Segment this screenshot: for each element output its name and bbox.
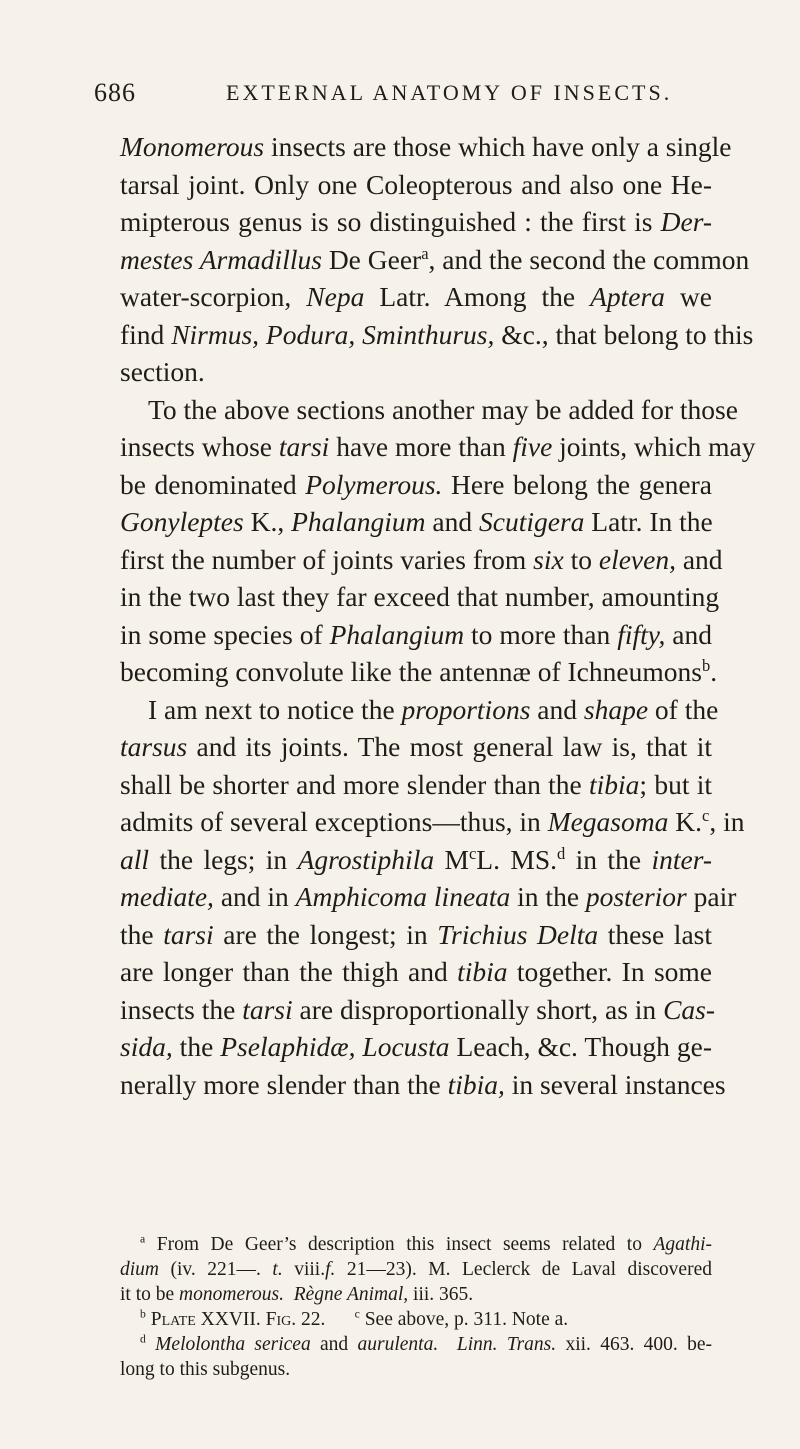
text-line: sida, the Pselaphidæ, Locusta Leach, &c. Though ge- (120, 1031, 712, 1062)
text-line: all the legs; in Agrostiphila $M^cL$. MS.$^d$ in the inter- (120, 843, 712, 875)
text-line: be denominated Polymerous. Here belong the genera (120, 468, 712, 500)
text-line: are longer than the thigh and tibia together. In some (120, 956, 712, 987)
text-line: I am next to notice the proportions and shape of the (148, 693, 719, 725)
text-line: becoming convolute like the antennæ of Ichneumons$^b$. (120, 655, 718, 687)
text-line: section. (120, 356, 205, 387)
footnote-d-cont: long to this subgenus. (120, 1359, 291, 1380)
running-title: EXTERNAL ANATOMY OF INSECTS. (226, 80, 673, 105)
text-line: insects the tarsi are disproportionally short, as in Cas- (120, 993, 716, 1025)
footnote-ref: b (701, 655, 711, 675)
footnote-a-cont: it to be monomerous. Règne Animal, iii. 365. (120, 1284, 474, 1305)
text-line: mipterous genus is so distinguished : the first is Der- (120, 206, 712, 237)
text-line: mediate, and in Amphicoma lineata in the posterior pair (120, 881, 737, 912)
footnote-b-c: $^b$ Plate XXVII. Fig. 22. $^c$ See above, p. 311. Note a. (140, 1307, 569, 1330)
footnotes (120, 1232, 712, 1382)
page-header (94, 78, 714, 118)
text-line: admits of several exceptions—thus, in Megasoma K.$^c$, in (120, 805, 745, 837)
text-line: Gonyleptes K., Phalangium and Scutigera Latr. In the (120, 506, 713, 537)
text-line: insects whose tarsi have more than five joints, which may (120, 431, 756, 462)
text-line: in some species of Phalangium to more than fifty, and (120, 618, 712, 650)
page-number: 686 (94, 78, 136, 107)
footnote-a: $^a$ From De Geer’s description this insect seems related to Agathi- (140, 1232, 712, 1255)
footnote-d: $^d$ Melolontha sericea and aurulenta. Linn. Trans. xii. 463. 400. be- (140, 1332, 713, 1355)
text-line: in the two last they far exceed that number, amounting (120, 581, 720, 612)
footnote-a-cont: dium (iv. 221—. t. viii.f. 21—23). M. Leclerck de Laval discovered (120, 1259, 712, 1280)
footnote-ref: c (702, 805, 710, 825)
footnote-ref: a (421, 243, 429, 263)
text-line: Monomerous insects are those which have only a single (120, 131, 732, 162)
footnote-ref: d (556, 843, 566, 863)
text-line: find Nirmus, Podura, Sminthurus, &c., that belong to this (120, 318, 754, 350)
text-line: tarsal joint. Only one Coleopterous and also one He- (120, 168, 712, 200)
text-line: the tarsi are the longest; in Trichius Delta these last (120, 918, 712, 950)
text-line: mestes Armadillus De Geer$^a$, and the second the common (120, 243, 750, 275)
text-line: tarsus and its joints. The most general law is, that it (120, 731, 712, 762)
text-line: nerally more slender than the tibia, in several instances (120, 1068, 726, 1100)
text-line: water-scorpion, Nepa Latr. Among the Aptera we (120, 281, 712, 312)
text-line: shall be shorter and more slender than the tibia; but it (120, 768, 713, 800)
text-line: first the number of joints varies from six to eleven, and (120, 543, 723, 575)
text-line: To the above sections another may be added for those (148, 393, 738, 425)
body-text (120, 128, 756, 1103)
